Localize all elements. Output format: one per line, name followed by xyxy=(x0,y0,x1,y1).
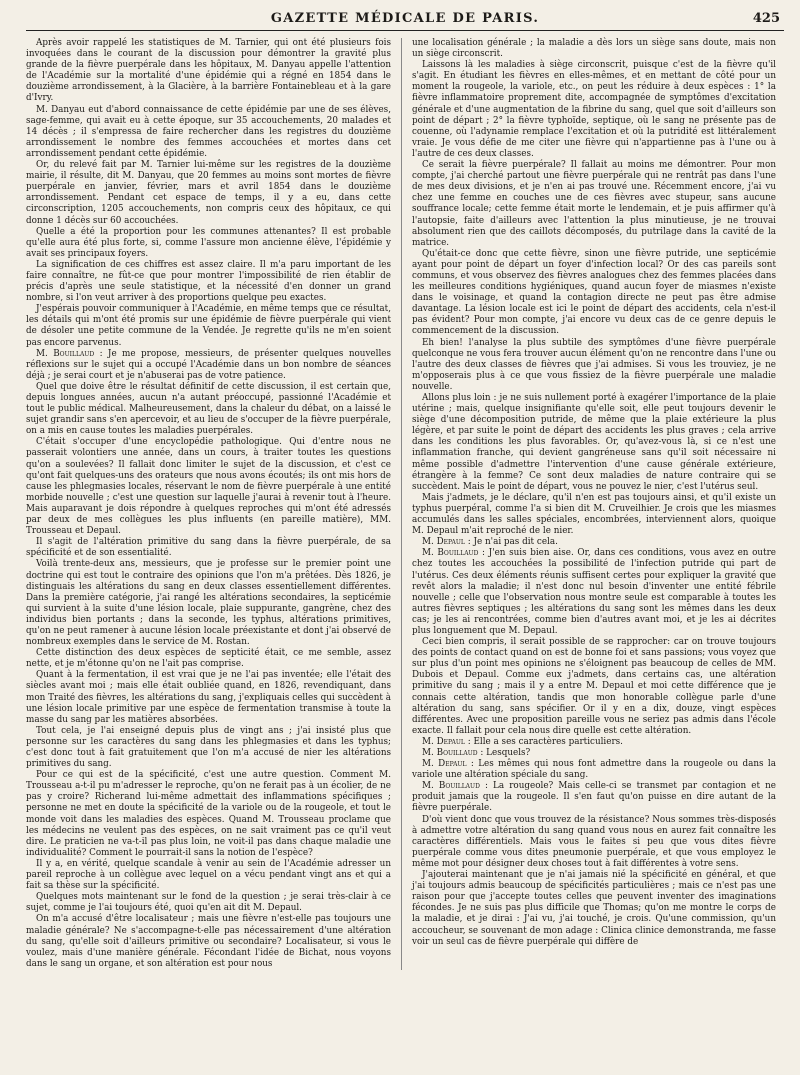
paragraph xyxy=(26,304,391,348)
paragraph xyxy=(26,537,391,559)
paragraph xyxy=(26,38,391,105)
paragraph xyxy=(412,537,776,548)
paragraph-text: C'était s'occuper d'une encyclopédie pathologique. Qui d'entre nous ne passerait volontiers une année, dans un cours, à traiter toutes les questions qu'on a soulevées? Il fallait donc limiter le sujet de la discussion, et c'est ce qu'ont fait quelques-uns des orateurs que nous avons écoutés; ils ont mis hors de cause les phlegmasies locales, réservant le nom de fièvre puerpérale à une entité morbide nouvelle ; c'est une question sur laquelle j'aurai à revenir tout à l'heure. Mais auparavant je dois répondre à quelques reproches qui m'ont été adressés par deux de mes collègues les plus influents (en pareille matière), MM. Trousseau et Depaul. xyxy=(26,437,391,537)
paragraph-text: La signification de ces chiffres est assez claire. Il m'a paru important de les faire connaître, ne fût-ce que pour montrer l'impossibilité de rien établir de précis d'après une seule statistique, et la nécessité d'en donner un grand nombre, si l'on veut arriver à des proportions quelque peu exactes. xyxy=(26,259,391,304)
right-column xyxy=(401,38,776,970)
paragraph-text: : Je me propose, messieurs, de présenter quelques nouvelles réflexions sur le sujet qui a occupé l'Académie dans un bon nombre de séances déjà ; je serai court et je n'abuserai pas de votre patience. xyxy=(26,348,391,381)
speaker-name: M. Bouillaud xyxy=(36,348,95,359)
paragraph-text: Il y a, en vérité, quelque scandale à venir au sein de l'Académie adresser un pareil reproche à un collègue avec lequel on a vécu pendant vingt ans et qui a fait sa thèse sur la spécificité. xyxy=(26,858,391,892)
paragraph xyxy=(412,815,776,870)
paragraph xyxy=(26,382,391,437)
paragraph xyxy=(26,437,391,537)
paragraph xyxy=(412,748,776,759)
paragraph-text: : Les mêmes qui nous font admettre dans la rougeole ou dans la variole une altération spéciale du sang. xyxy=(412,759,776,781)
paragraph-text: Laissons là les maladies à siège circonscrit, puisque c'est de la fièvre qu'il s'agit. En étudiant les fièvres en elles-mêmes, et en mettant de côté pour un moment la rougeole, la variole, etc., on peut les réduire à deux espèces : 1° la fièvre inflammatoire proprement dite, accompagnée de symptômes d'excitation générale et d'une augmentation de la fibrine du sang, quel que soit d'ailleurs son point de départ ; 2° la fièvre typhoïde, septique, où le sang ne présente pas de couenne, où l'adynamie remplace l'excitation et où la putridité est littéralement vraie. Je vous défie de me citer une fièvre qui n'appartienne pas à l'une ou à l'autre de ces deux classes. xyxy=(412,60,776,159)
paragraph xyxy=(26,227,391,260)
paragraph xyxy=(412,548,776,637)
paragraph-text: Voilà trente-deux ans, messieurs, que je professe sur le premier point une doctrine qui est tout le contraire des opinions que l'on m'a prêtées. Dès 1826, je distinguais les altérations du sang en deux classes essentiellement différentes. Dans la première catégorie, j'ai rangé les altérations secondaires, la septicémie qui survient à la suite d'une lésion locale, plaie suppurante, gangrène, chez des individus bien portants ; dans la seconde, les typhus, altérations primitives, qu'on ne peut ramener à aucune lésion locale préexistante et dont j'ai observé de nombreux exemples dans le service de M. Rostan. xyxy=(26,559,391,648)
paragraph-text: D'où vient donc que vous trouvez de la résistance? Nous sommes très-disposés à admettre votre altération du sang quand vous nous en aurez fait connaître les caractères différentiels. Mais vous le faites si peu que vous dites fièvre puerpérale comme vous dites pneumonie puerpérale, et que vous employez le même mot pour désigner deux choses tout à fait différentes à votre sens. xyxy=(412,814,776,869)
paragraph-text: M. Danyau eut d'abord connaissance de cette épidémie par une de ses élèves, sage-femme, qui avait eu à cette époque, sur 35 accouchements, 20 malades et 14 décès ; il s'empressa de faire rechercher dans les registres du douzième arrondissement le nombre des femmes accouchées et mortes dans cet arrondissement pendant cette épidémie. xyxy=(26,104,391,159)
paragraph-text: Pour ce qui est de la spécificité, c'est une autre question. Comment M. Trousseau a-t-il pu m'adresser le reproche, qu'on ne ferait pas à un écolier, de ne pas y croire? Richerand lui-même admettait des inflammations spécifiques ; personne ne met en doute la spécificité de la variole ou de la rougeole, et tout le monde voit dans les maladies des espèces. Quand M. Trousseau proclame que les médecins ne veulent pas des espèces, on ne sait vraiment pas ce qu'il veut dire. Le praticien ne va-t-il pas plus loin, ne voit-il pas dans chaque maladie une individualité? Comment le pourrait-il sans la notion de l'espèce? xyxy=(26,770,391,858)
speaker-name: M. Depaul xyxy=(422,759,467,770)
paragraph xyxy=(412,60,776,160)
paragraph-text: Qu'était-ce donc que cette fièvre, sinon une fièvre putride, une septicémie ayant pour point de départ un foyer d'infection local? Or des cas pareils sont communs, et vous observez des fièvres analogues chez des femmes placées dans les meilleures conditions hygiéniques, quand aucun foyer de miasmes n'existe dans le voisinage, et quand la contagion directe ne peut pas être admise davantage. La lésion locale est ici le point de départ des accidents, cela n'est-il pas évident? Pour mon compte, j'ai encore vu deux cas de ce genre depuis le commencement de la discussion. xyxy=(412,248,776,337)
paragraph-text: Allons plus loin : je ne suis nullement porté à exagérer l'importance de la plaie utérine ; mais, quelque insignifiante qu'elle soit, elle peut toujours devenir le siège d'une décomposition putride, de même que la plaie extérieure la plus légère, et par suite le point de départ des accidents les plus graves ; cela arrive dans les conditions les plus favorables. Or, qu'avez-vous là, si ce n'est une inflammation franche, qui devient gangréneuse sans qu'il soit nécessaire ni même possible d'admettre l'intervention d'une cause générale extérieure, étrangère à la femme? Ce sont deux maladies de nature contraire qui se succèdent. Mais le point de départ, vous ne pouvez le nier, c'est l'utérus seul. xyxy=(412,393,776,492)
speaker-name: M. Bouillaud xyxy=(422,548,479,559)
paragraph xyxy=(26,770,391,859)
paragraph xyxy=(412,338,776,393)
paragraph xyxy=(26,892,391,914)
paragraph-text: Cette distinction des deux espèces de septicité était, ce me semble, assez nette, et je m'étonne qu'on ne l'ait pas comprise. xyxy=(26,648,391,670)
speaker-name: M. Bouillaud xyxy=(422,781,480,792)
paragraph-text: Mais j'admets, je le déclare, qu'il n'en est pas toujours ainsi, et qu'il existe un typhus puerpéral, comme l'a si bien dit M. Cruveilhier. Je crois que les miasmes accumulés dans les salles spéciales, encombrées, interviennent alors, quoique M. Depaul m'ait reproché de le nier. xyxy=(412,492,776,537)
paragraph xyxy=(26,349,391,382)
paragraph xyxy=(26,559,391,648)
paragraph-text: Quant à la fermentation, il est vrai que je ne l'ai pas inventée; elle l'était des siècles avant moi ; mais elle était oubliée quand, en 1826, revendiquant, dans mon Traité des fièvres, les altérations du sang, j'expliquais celles qui succèdent à une lésion locale primitive par une espèce de fermentation transmise à toute la masse du sang par les matières absorbées. xyxy=(26,670,391,725)
paragraph-text: Il s'agit de l'altération primitive du sang dans la fièvre puerpérale, de sa spécificité et de son essentialité. xyxy=(26,537,391,559)
paragraph-text: : La rougeole? Mais celle-ci se transmet par contagion et ne produit jamais que la rougeole. Il s'en faut qu'on puisse en dire autant de la fièvre puerpérale. xyxy=(412,781,776,814)
paragraph xyxy=(412,393,776,493)
page-number: 425 xyxy=(752,11,780,26)
paragraph xyxy=(412,870,776,948)
paragraph-text: Or, du relevé fait par M. Tarnier lui-même sur les registres de la douzième mairie, il résulte, dit M. Danyau, que 20 femmes au moins sont mortes de fièvre puerpérale en janvier, février, mars et avril 1854 dans le douzième arrondissement. Pendant cet espace de temps, il y a eu, dans cette circonscription, 1205 accouchements, non compris ceux des hôpitaux, ce qui donne 1 décès sur 60 accouchées. xyxy=(26,160,391,226)
paragraph xyxy=(412,249,776,338)
paragraph-text: Quelle a été la proportion pour les communes attenantes? Il est probable qu'elle aura été plus forte, si, comme l'assure mon ancienne élève, l'épidémie y avait ses principaux foyers. xyxy=(26,226,391,259)
paragraph-text: : Lesquels? xyxy=(477,748,531,758)
paragraph-text: J'ajouterai maintenant que je n'ai jamais nié la spécificité en général, et que j'ai toujours admis beaucoup de spécificités particulières ; mais ce n'est pas une raison pour que j'accepte toutes celles que peuvent inventer des imaginations fécondes. Je ne suis pas plus difficile que Thomas; qu'on me montre le corps de la maladie, et je dirai : J'ai vu, j'ai touché, je crois. Qu'une commission, qu'un accoucheur, se souvenant de mon adage : Clinica clinice demonstranda, me fasse voir un seul cas de fièvre puerpérale qui diffère de xyxy=(412,870,776,947)
paragraph-text: Après avoir rappelé les statistiques de M. Tarnier, qui ont été plusieurs fois invoquées dans le courant de la discussion pour démontrer la gravité plus grande de la fièvre puerpérale dans les hôpitaux, M. Danyau appelle l'attention de l'Académie sur la mortalité d'une épidémie qui a régné en 1854 dans le douzième arrondissement, à la Glacière, à la barrière Fontainebleau et à la gare d'Ivry. xyxy=(26,38,391,104)
speaker-name: M. Depaul xyxy=(422,736,465,747)
text-columns xyxy=(26,38,784,970)
paragraph xyxy=(412,781,776,814)
paragraph-text: : Elle a ses caractères particuliers. xyxy=(464,736,623,747)
paragraph xyxy=(412,737,776,748)
paragraph-text: Ceci bien compris, il serait possible de se rapprocher: car on trouve toujours des points de contact quand on est de bonne foi et sans passions; vous voyez que sur plus d'un point mes opinions ne s'éloignent pas beaucoup de celles de MM. Dubois et Depaul. Comme eux j'admets, dans certains cas, une altération primitive du sang ; mais il y a entre M. Depaul et moi cette différence que je connais cette altération, tandis que mon honorable collègue parle d'une altération du sang, sans spécifier. Or il y en a dix, douze, vingt espèces différentes. Avec une proposition pareille vous ne seriez pas admis dans l'école exacte. Il fallait pour cela nous dire quelle est cette altération. xyxy=(412,637,776,736)
paragraph xyxy=(26,914,391,969)
paragraph-text: On m'a accusé d'être localisateur ; mais une fièvre n'est-elle pas toujours une maladie générale? Ne s'accompagne-t-elle pas nécessairement d'une altération du sang, qu'elle soit d'ailleurs primitive ou secondaire? Localisateur, si vous le voulez, mais d'une manière générale. Fécondant l'idée de Bichat, nous voyons dans le sang un organe, et son altération est pour nous xyxy=(26,914,391,969)
paragraph-text: une localisation générale ; la maladie a dès lors un siège sans doute, mais non un siège circonscrit. xyxy=(412,38,776,60)
paragraph xyxy=(26,726,391,770)
paragraph-text: Eh bien! l'analyse la plus subtile des symptômes d'une fièvre puerpérale quelconque ne vous fera trouver aucun élément qu'on ne rencontre dans l'une ou l'autre des deux classes de fièvres que j'ai admises. Si vous les trouviez, je ne m'opposerais plus à ce que vous fissiez de la fièvre puerpérale une maladie nouvelle. xyxy=(412,337,776,392)
page-header xyxy=(26,8,784,31)
paragraph xyxy=(26,648,391,670)
paragraph-text: Quelques mots maintenant sur le fond de la question ; je serai très-clair à ce sujet, comme je l'ai toujours été, quoi qu'en ait dit M. Depaul. xyxy=(26,892,391,914)
paragraph xyxy=(26,105,391,160)
paragraph xyxy=(412,759,776,781)
paragraph xyxy=(412,637,776,737)
paragraph xyxy=(412,38,776,60)
paragraph-text: Tout cela, je l'ai enseigné depuis plus de vingt ans ; j'ai insisté plus que personne sur les caractères du sang dans les phlegmasies et dans les typhus; c'est donc tout à fait gratuitement que l'on m'a accusé de nier les altérations primitives du sang. xyxy=(26,725,391,770)
paragraph-text: J'espérais pouvoir communiquer à l'Académie, en même temps que ce résultat, les détails qui m'ont été promis sur une épidémie de fièvre puerpérale qui vient de désoler une petite commune de la Vendée. Je regrette qu'ils ne m'en soient pas encore parvenus. xyxy=(26,304,391,348)
paragraph-text: : Je n'ai pas dit cela. xyxy=(464,537,558,548)
paragraph xyxy=(26,160,391,227)
paragraph-text: Quel que doive être le résultat définitif de cette discussion, il est certain que, depuis longues années, aucun n'a autant préoccupé, passionné l'Académie et tout le public médical. Malheureusement, dans la chaleur du débat, on a laissé le sujet grandir sans s'en apercevoir, et au lieu de s'occuper de la fièvre puerpérale, on a mis en cause toutes les maladies puerpérales. xyxy=(26,381,391,437)
paragraph xyxy=(26,670,391,725)
journal-title: GAZETTE MÉDICALE DE PARIS. xyxy=(270,11,540,26)
paragraph xyxy=(26,859,391,892)
speaker-name: M. Bouillaud xyxy=(422,748,478,758)
paragraph xyxy=(412,493,776,537)
paragraph xyxy=(412,160,776,249)
paragraph-text: : J'en suis bien aise. Or, dans ces conditions, vous avez en outre chez toutes les accouchées la possibilité de l'infection putride qui part de l'utérus. Ces deux éléments réunis suffisent certes pour expliquer la gravité que revêt alors la maladie; il n'est donc nul besoin d'inventer une entité fébrile nouvelle ; celle que l'observation nous montre seule est comparable à toutes les autres fièvres septiques ; les altérations du sang sont les mêmes dans les deux cas; je les ai rencontrées, comme bien d'autres avant moi, et je les ai décrites plus longuement que M. Depaul. xyxy=(412,548,776,636)
paragraph-text: Ce serait la fièvre puerpérale? Il fallait au moins me démontrer. Pour mon compte, j'ai cherché partout une fièvre puerpérale qui ne rentrât pas dans l'une de mes deux divisions, et je n'en ai pas trouvé une. Récemment encore, j'ai vu chez une femme en couches une de ces fièvres avec stupeur, sans aucune souffrance locale; cette femme était morte le lendemain, et je puis affirmer qu'à l'autopsie, faite d'ailleurs avec l'attention la plus minutieuse, je ne trouvai absolument rien que des caillots décomposés, du putrilage dans la cavité de la matrice. xyxy=(412,160,776,248)
paragraph xyxy=(26,260,391,304)
left-column xyxy=(26,38,401,970)
speaker-name: M. Depaul xyxy=(422,537,465,548)
